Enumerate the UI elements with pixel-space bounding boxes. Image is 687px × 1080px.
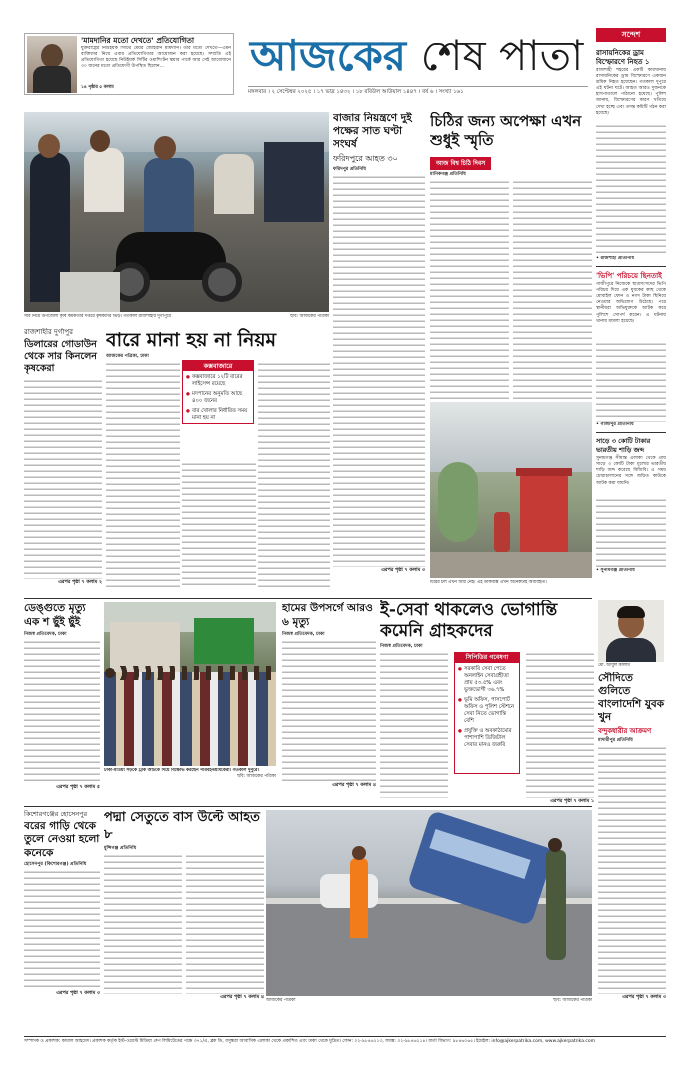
protest-caption: ঢাকা-মাওয়া সড়কে ট্রাক আটকে দিয়ে বিক্ষোভ করছেন পরিবহনশ্রমিকেরা। গতকাল দুপুরে। ছবি: আজকের পত্রিকা [104, 768, 276, 779]
cpd-item: ● প্রযুক্তি ও অবকাঠামোর পাশাপাশি ডিজিটাল সেবার মানও জরুরি [458, 728, 516, 749]
dengue-credit: নিজস্ব প্রতিবেদক, ঢাকা [24, 632, 67, 637]
fertilizer-kicker: রাজশাহীর দুর্গাপুর [24, 328, 73, 336]
eservice-headline: ই-সেবা থাকলেও ভোগান্তি কমেনি গ্রাহকদের [380, 600, 558, 641]
cpd-header: সিপিডির গবেষণা [455, 653, 519, 663]
measles-credit: নিজস্ব প্রতিবেদক, ঢাকা [282, 632, 325, 637]
bazaar-headline: বাজার নিয়ন্ত্রণে দুই পক্ষের সাত ঘণ্টা সংঘর্ষ [333, 112, 412, 150]
top-photo-caption-credit: ছবি: আজকের পত্রিকা [290, 314, 329, 319]
measles-story [282, 602, 376, 802]
bazaar-body [333, 175, 425, 567]
sidebar-b-title: 'ভিপি' পরিচয়ে ছিনতাই [596, 271, 662, 281]
dengue-continued: এরপর পৃষ্ঠা ৭ কলাম ৫ [56, 785, 100, 791]
masthead-title-b: শেষ পাতা [420, 31, 584, 80]
bus-photo-credit: ছবি: আজকের পত্রিকা [553, 998, 592, 1003]
colophon: সম্পাদক ও প্রকাশক: কামাল আহমেদ। প্রকাশক কর্তৃক ইস্ট-ওয়েস্ট মিডিয়া গ্রুপ লিমিটেডের পক্ষে ৩৭১/এ, ব্লক ডি, বসুন্ধরা আবাসিক এলাকা থেকে প্রকাশিত এবং ঢাকা থেকে মুদ্রিত। ফোন: ০২-৯৮৪৬২১৩, ফ্যাক্স: ০২-৯৮৪৬২১৪। বার্তা বিভাগ: ৯৮৪৬০৬৫। ইমেইল: info@ajkerpatrika.com, www.ajkerpatrika.com [24, 1036, 666, 1052]
saudi-continued: এরপর পৃষ্ঠা ৭ কলাম ৩ [622, 995, 666, 1001]
sidebar-c-title: সাড়ে ৩ কোটি টাকার ভারতীয় শাড়ি জব্দ [596, 437, 651, 454]
promo-continued: ১৪ পৃষ্ঠার ৫ কলাম [81, 85, 114, 90]
bus-continued: এরপর পৃষ্ঠা ৭ কলাম ৪ [220, 995, 264, 1001]
sidebar-c-credit: • সুনামগঞ্জ প্রতিনিধি [596, 568, 635, 574]
sidebar-b-body: গাজীপুরে নিজেকে ছাত্রসংসদের ভিপি পরিচয় দিয়ে এক যুবকের কাছ থেকে মোবাইল ফোন ও নগদ টাকা ছিনিয়ে নেওয়ার অভিযোগ উঠেছে। পরে স্থানীয়রা অভিযুক্তকে আটক করে পুলিশে সোপর্দ করেন। এ ঘটনায় থানায় মামলা হয়েছে। [596, 282, 666, 422]
fertilizer-headline: ডিলারের গোডাউন থেকে সার কিনলেন কৃষকেরা [24, 339, 97, 374]
bazaar-story [333, 112, 425, 584]
letterbox-photo [430, 402, 592, 578]
dengue-story [24, 602, 100, 802]
masthead-title-a: আজকের [250, 31, 406, 80]
cpd-item: ● ভূমি অফিস, পাসপোর্ট অফিস ও পুলিশ স্টেশনে সেবা নিতে ভোগান্তি বেশি [458, 697, 516, 725]
facts-header: কক্সবাজারে [183, 361, 253, 371]
victim-portrait [598, 600, 664, 662]
bus-story [104, 810, 264, 1010]
letters-headline: চিঠির জন্য অপেক্ষা এখন শুধুই স্মৃতি [430, 112, 582, 149]
bazaar-continued: এরপর পৃষ্ঠা ৭ কলাম ৩ [381, 568, 425, 574]
sidebar [596, 28, 666, 596]
sidebar-header: সন্দেশ [596, 28, 666, 42]
cpd-item: ● সরকারি সেবা পেতে অনলাইন সেবাগ্রহীতা প্রায় ৫৩.৫% এবং ভুক্তভোগী ৩৬.৭% [458, 666, 516, 694]
fertilizer-continued: এরপর পৃষ্ঠা ৭ কলাম ২ [58, 580, 102, 585]
eservice-credit: নিজস্ব প্রতিবেদক, ঢাকা [380, 644, 423, 649]
facts-box [182, 360, 254, 424]
saudi-kicker: বন্দুকধারীর আক্রমণ [598, 727, 652, 735]
bazaar-credit: ফরিদপুর প্রতিনিধি [333, 167, 366, 172]
victim-portrait-caption: মো. আবুল কালাম [598, 663, 630, 668]
kishoreganj-credit: হোসেনপুর (কিশোরগঞ্জ) প্রতিনিধি [24, 862, 87, 867]
saudi-headline: সৌদিতে গুলিতে বাংলাদেশি যুবক খুন [598, 672, 665, 723]
protest-photo [104, 602, 276, 766]
top-photo-caption [24, 314, 329, 321]
top-photo-caption-text: সার নিয়ে উপজেলা কৃষি কর্মকর্তার দপ্তরে কৃষকদের ভিড়। গতকাল রাজশাহীর দুর্গাপুরে [24, 314, 171, 319]
letters-credit: মানিকগঞ্জ প্রতিনিধি [430, 172, 466, 177]
bus-caption: আজকের পত্রিকা ছবি: আজকের পত্রিকা [266, 998, 592, 1003]
cpd-box [454, 652, 520, 774]
sidebar-a-body: রাজশাহী শহরের একটি কারখানায় রাসায়নিকের ড্রাম বিস্ফোরণে একজন শ্রমিক নিহত হয়েছেন। গতকাল দুপুরে এই ঘটনা ঘটে। আহত আরও দুজনকে হাসপাতালে পাঠানো হয়েছে। পুলিশ জানায়, বিস্ফোরণের কারণ খতিয়ে দেখা হচ্ছে এবং তদন্ত কমিটি গঠন করা হয়েছে। [596, 68, 666, 256]
saudi-credit: মাদারীপুর প্রতিনিধি [598, 738, 633, 743]
saudi-story [598, 672, 666, 1008]
bus-credit: মুন্সিগঞ্জ প্রতিনিধি [104, 846, 137, 851]
measles-continued: এরপর পৃষ্ঠা ৭ কলাম ৪ [332, 783, 376, 789]
bazaar-subhead: ফরিদপুরে আহত ৩০ [333, 154, 398, 163]
eservice-continued: এরপর পৃষ্ঠা ৭ কলাম ১ [550, 799, 594, 805]
bar-credit: আজকের পত্রিকা, ঢাকা [106, 354, 149, 359]
kishoreganj-story [24, 810, 100, 1010]
fertilizer-crowd-photo [24, 112, 329, 312]
masthead [240, 28, 590, 98]
fertilizer-story [24, 328, 102, 592]
masthead-title [250, 32, 583, 80]
facts-item: ● মদপানের অনুমতি আছে ৪০০ জনের [186, 391, 250, 405]
bar-main-headline: বারে মানা হয় না নিয়ম [106, 329, 277, 351]
letterbox-caption: চিঠির চল এখন আর নেই। এই ডাকবাক্স এখন অনেকটাই অব্যবহৃত। [430, 580, 547, 585]
facts-item: ● কক্সবাজারে ১২টি বারের লাইসেন্স রয়েছে [186, 374, 250, 388]
letters-story [430, 112, 592, 596]
sidebar-a-credit: • রাজশাহী প্রতিনিধি [596, 256, 635, 261]
bus-headline: পদ্মা সেতুতে বাস উল্টে আহত ৮ [104, 810, 260, 842]
sidebar-c-body: সুনামগঞ্জ সীমান্ত এলাকা থেকে প্রায় সাড়ে ৩ কোটি টাকা মূল্যের ভারতীয় শাড়ি জব্দ করেছে বিজিবি। এ সময় চোরাচালানের সঙ্গে জড়িত কাউকে আটক করা যায়নি। [596, 456, 666, 568]
promo-box [24, 33, 234, 95]
promo-headline: 'মামদানির মতো দেখতে' প্রতিযোগিতা [81, 36, 195, 45]
kishoreganj-headline: বরের গাড়ি থেকে তুলে নেওয়া হলো কনেকে [24, 819, 100, 859]
sidebar-b-credit: • গাজীপুর প্রতিনিধি [596, 422, 634, 428]
dengue-headline: ডেঙ্গুতে মৃত্যু এক শ ছুঁই ছুঁই [24, 602, 86, 628]
protest-credit: ছবি: আজকের পত্রিকা [237, 773, 276, 779]
dateline: মঙ্গলবার । ২ সেপ্টেম্বর ২০২৫ । ১৭ ভাদ্র ১৪৩২ । ১৮ রবিউল আউয়াল ১৪৪৭ । বর্ষ ৬ । সংখ্যা ১৬১ [248, 86, 588, 97]
sidebar-a-title: রাসায়নিকের ড্রাম বিস্ফোরণে নিহত ১ [596, 48, 650, 66]
promo-photo [27, 36, 77, 93]
kishoreganj-kicker: কিশোরগঞ্জের হোসেনপুর [24, 810, 88, 818]
facts-item: ● বার খোলার নির্ধারিত সময় মানা হয় না [186, 408, 250, 422]
bus-accident-photo [266, 810, 592, 996]
kishoreganj-continued: এরপর পৃষ্ঠা ৭ কলাম ৩ [56, 991, 100, 997]
letters-tag: আজ বিশ্ব চিঠি দিবস [430, 157, 491, 170]
promo-body: যুক্তরাষ্ট্রের নিউইয়র্ক সিটির মেয়র জোহরান মামদানি। তাঁর মতো দেখতে—এমন ব্যক্তিদের নিয়ে এবার প্রতিযোগিতার আয়োজন করা হয়েছে। সম্প্রতি এই প্রতিযোগিতা হয়েছে নিউইয়র্ক সিটির ওয়াশিংটন স্কয়ার পার্কে আর সেই আয়োজনে ৩০ জনের মতো প্রতিযোগী উপস্থিত ছিলেন… [81, 46, 231, 70]
measles-headline: হামের উপসর্গে আরও ৬ মৃত্যু [282, 602, 373, 628]
